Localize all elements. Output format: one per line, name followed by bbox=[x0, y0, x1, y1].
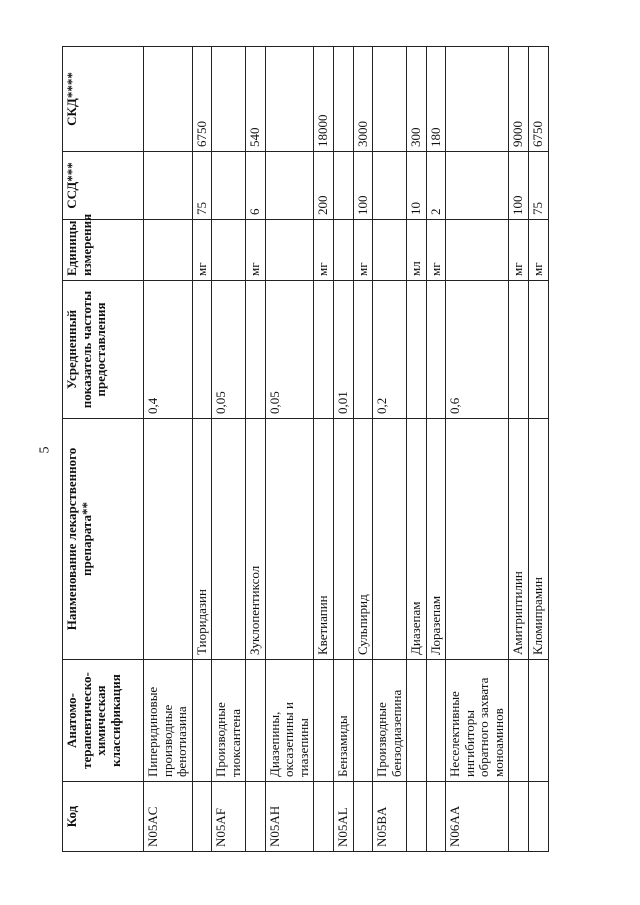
drug-table bbox=[62, 46, 549, 852]
cell-skd: 6750 bbox=[192, 47, 212, 152]
cell-frequency bbox=[407, 281, 427, 419]
cell-code bbox=[529, 782, 549, 852]
cell-unit bbox=[446, 220, 509, 281]
cell-skd: 18000 bbox=[314, 47, 334, 152]
cell-ssd: 75 bbox=[192, 152, 212, 220]
cell-ssd bbox=[334, 152, 354, 220]
cell-drug bbox=[334, 419, 354, 660]
cell-drug bbox=[144, 419, 193, 660]
cell-unit: мг bbox=[246, 220, 266, 281]
cell-ssd: 2 bbox=[426, 152, 446, 220]
cell-unit bbox=[265, 220, 314, 281]
cell-skd: 9000 bbox=[509, 47, 529, 152]
cell-unit: мг bbox=[314, 220, 334, 281]
cell-drug: Амитриптилин bbox=[509, 419, 529, 660]
cell-frequency: 0,2 bbox=[373, 281, 407, 419]
cell-unit bbox=[334, 220, 354, 281]
cell-code: N06AA bbox=[446, 782, 509, 852]
cell-unit: мг bbox=[192, 220, 212, 281]
cell-drug: Диазепам bbox=[407, 419, 427, 660]
cell-atc bbox=[529, 660, 549, 782]
cell-skd bbox=[373, 47, 407, 152]
cell-atc bbox=[509, 660, 529, 782]
cell-code bbox=[192, 782, 212, 852]
cell-frequency bbox=[509, 281, 529, 419]
cell-skd bbox=[265, 47, 314, 152]
cell-unit: мг bbox=[509, 220, 529, 281]
cell-drug: Зуклопентиксол bbox=[246, 419, 266, 660]
rotated-table-container bbox=[62, 47, 602, 852]
cell-frequency: 0,01 bbox=[334, 281, 354, 419]
cell-ssd: 10 bbox=[407, 152, 427, 220]
cell-ssd bbox=[373, 152, 407, 220]
cell-unit bbox=[144, 220, 193, 281]
cell-frequency bbox=[529, 281, 549, 419]
cell-frequency: 0,4 bbox=[144, 281, 193, 419]
cell-unit: мг bbox=[529, 220, 549, 281]
cell-unit: мл bbox=[407, 220, 427, 281]
table-row bbox=[407, 47, 427, 852]
page-number: 5 bbox=[37, 446, 53, 454]
header-drug: Наименование лекарственного препарата** bbox=[63, 419, 144, 660]
cell-code: N05AL bbox=[334, 782, 354, 852]
cell-drug: Сульпирид bbox=[353, 419, 373, 660]
cell-skd bbox=[334, 47, 354, 152]
cell-code: N05AH bbox=[265, 782, 314, 852]
cell-atc: Бензамиды bbox=[334, 660, 354, 782]
cell-frequency bbox=[353, 281, 373, 419]
cell-code bbox=[509, 782, 529, 852]
cell-frequency bbox=[192, 281, 212, 419]
table-row bbox=[353, 47, 373, 852]
cell-ssd: 75 bbox=[529, 152, 549, 220]
cell-code bbox=[426, 782, 446, 852]
cell-skd bbox=[144, 47, 193, 152]
table-row bbox=[446, 47, 509, 852]
table-row bbox=[426, 47, 446, 852]
cell-atc: Пиперидиновые производные фенотиазина bbox=[144, 660, 193, 782]
table-row bbox=[529, 47, 549, 852]
cell-skd: 3000 bbox=[353, 47, 373, 152]
cell-ssd bbox=[265, 152, 314, 220]
cell-code bbox=[407, 782, 427, 852]
table-row bbox=[192, 47, 212, 852]
cell-atc: Производные тиоксантена bbox=[212, 660, 246, 782]
table-row bbox=[314, 47, 334, 852]
table-row bbox=[509, 47, 529, 852]
cell-drug bbox=[212, 419, 246, 660]
header-atc: Анатомо-терапевтическо-химическая классификация bbox=[63, 660, 144, 782]
table-row bbox=[144, 47, 193, 852]
cell-atc bbox=[353, 660, 373, 782]
header-skd: СКД**** bbox=[63, 47, 144, 152]
cell-code bbox=[314, 782, 334, 852]
cell-code bbox=[246, 782, 266, 852]
cell-code: N05BA bbox=[373, 782, 407, 852]
table-row bbox=[334, 47, 354, 852]
table-row bbox=[265, 47, 314, 852]
cell-atc bbox=[192, 660, 212, 782]
cell-skd: 6750 bbox=[529, 47, 549, 152]
header-unit: Единицы измерения bbox=[63, 220, 144, 281]
cell-frequency: 0,05 bbox=[265, 281, 314, 419]
cell-atc: Производные бензодиазепина bbox=[373, 660, 407, 782]
cell-skd: 180 bbox=[426, 47, 446, 152]
cell-skd: 540 bbox=[246, 47, 266, 152]
cell-drug: Лоразепам bbox=[426, 419, 446, 660]
cell-ssd bbox=[446, 152, 509, 220]
cell-unit bbox=[212, 220, 246, 281]
table-header-row bbox=[63, 47, 144, 852]
cell-ssd bbox=[144, 152, 193, 220]
cell-unit bbox=[373, 220, 407, 281]
cell-code: N05AC bbox=[144, 782, 193, 852]
cell-frequency bbox=[314, 281, 334, 419]
cell-atc: Диазепины, оксазепины и тиазепины bbox=[265, 660, 314, 782]
cell-unit: мг bbox=[426, 220, 446, 281]
cell-frequency: 0,05 bbox=[212, 281, 246, 419]
cell-ssd: 100 bbox=[353, 152, 373, 220]
cell-code: N05AF bbox=[212, 782, 246, 852]
cell-frequency bbox=[246, 281, 266, 419]
table-row bbox=[246, 47, 266, 852]
cell-ssd: 100 bbox=[509, 152, 529, 220]
cell-skd bbox=[212, 47, 246, 152]
cell-ssd: 200 bbox=[314, 152, 334, 220]
cell-frequency: 0,6 bbox=[446, 281, 509, 419]
header-frequency: Усредненный показатель частоты предоставления bbox=[63, 281, 144, 419]
table-row bbox=[212, 47, 246, 852]
table-row bbox=[373, 47, 407, 852]
cell-frequency bbox=[426, 281, 446, 419]
header-ssd: ССД*** bbox=[63, 152, 144, 220]
cell-atc: Неселективные ингибиторы обратного захвата моноаминов bbox=[446, 660, 509, 782]
cell-atc bbox=[314, 660, 334, 782]
cell-skd bbox=[446, 47, 509, 152]
cell-drug: Кветиапин bbox=[314, 419, 334, 660]
cell-unit: мг bbox=[353, 220, 373, 281]
cell-atc bbox=[246, 660, 266, 782]
cell-atc bbox=[426, 660, 446, 782]
cell-skd: 300 bbox=[407, 47, 427, 152]
cell-drug bbox=[265, 419, 314, 660]
cell-drug: Кломипрамин bbox=[529, 419, 549, 660]
cell-atc bbox=[407, 660, 427, 782]
cell-code bbox=[353, 782, 373, 852]
cell-ssd bbox=[212, 152, 246, 220]
cell-ssd: 6 bbox=[246, 152, 266, 220]
cell-drug bbox=[446, 419, 509, 660]
header-code: Код bbox=[63, 782, 144, 852]
cell-drug: Тиоридазин bbox=[192, 419, 212, 660]
cell-drug bbox=[373, 419, 407, 660]
